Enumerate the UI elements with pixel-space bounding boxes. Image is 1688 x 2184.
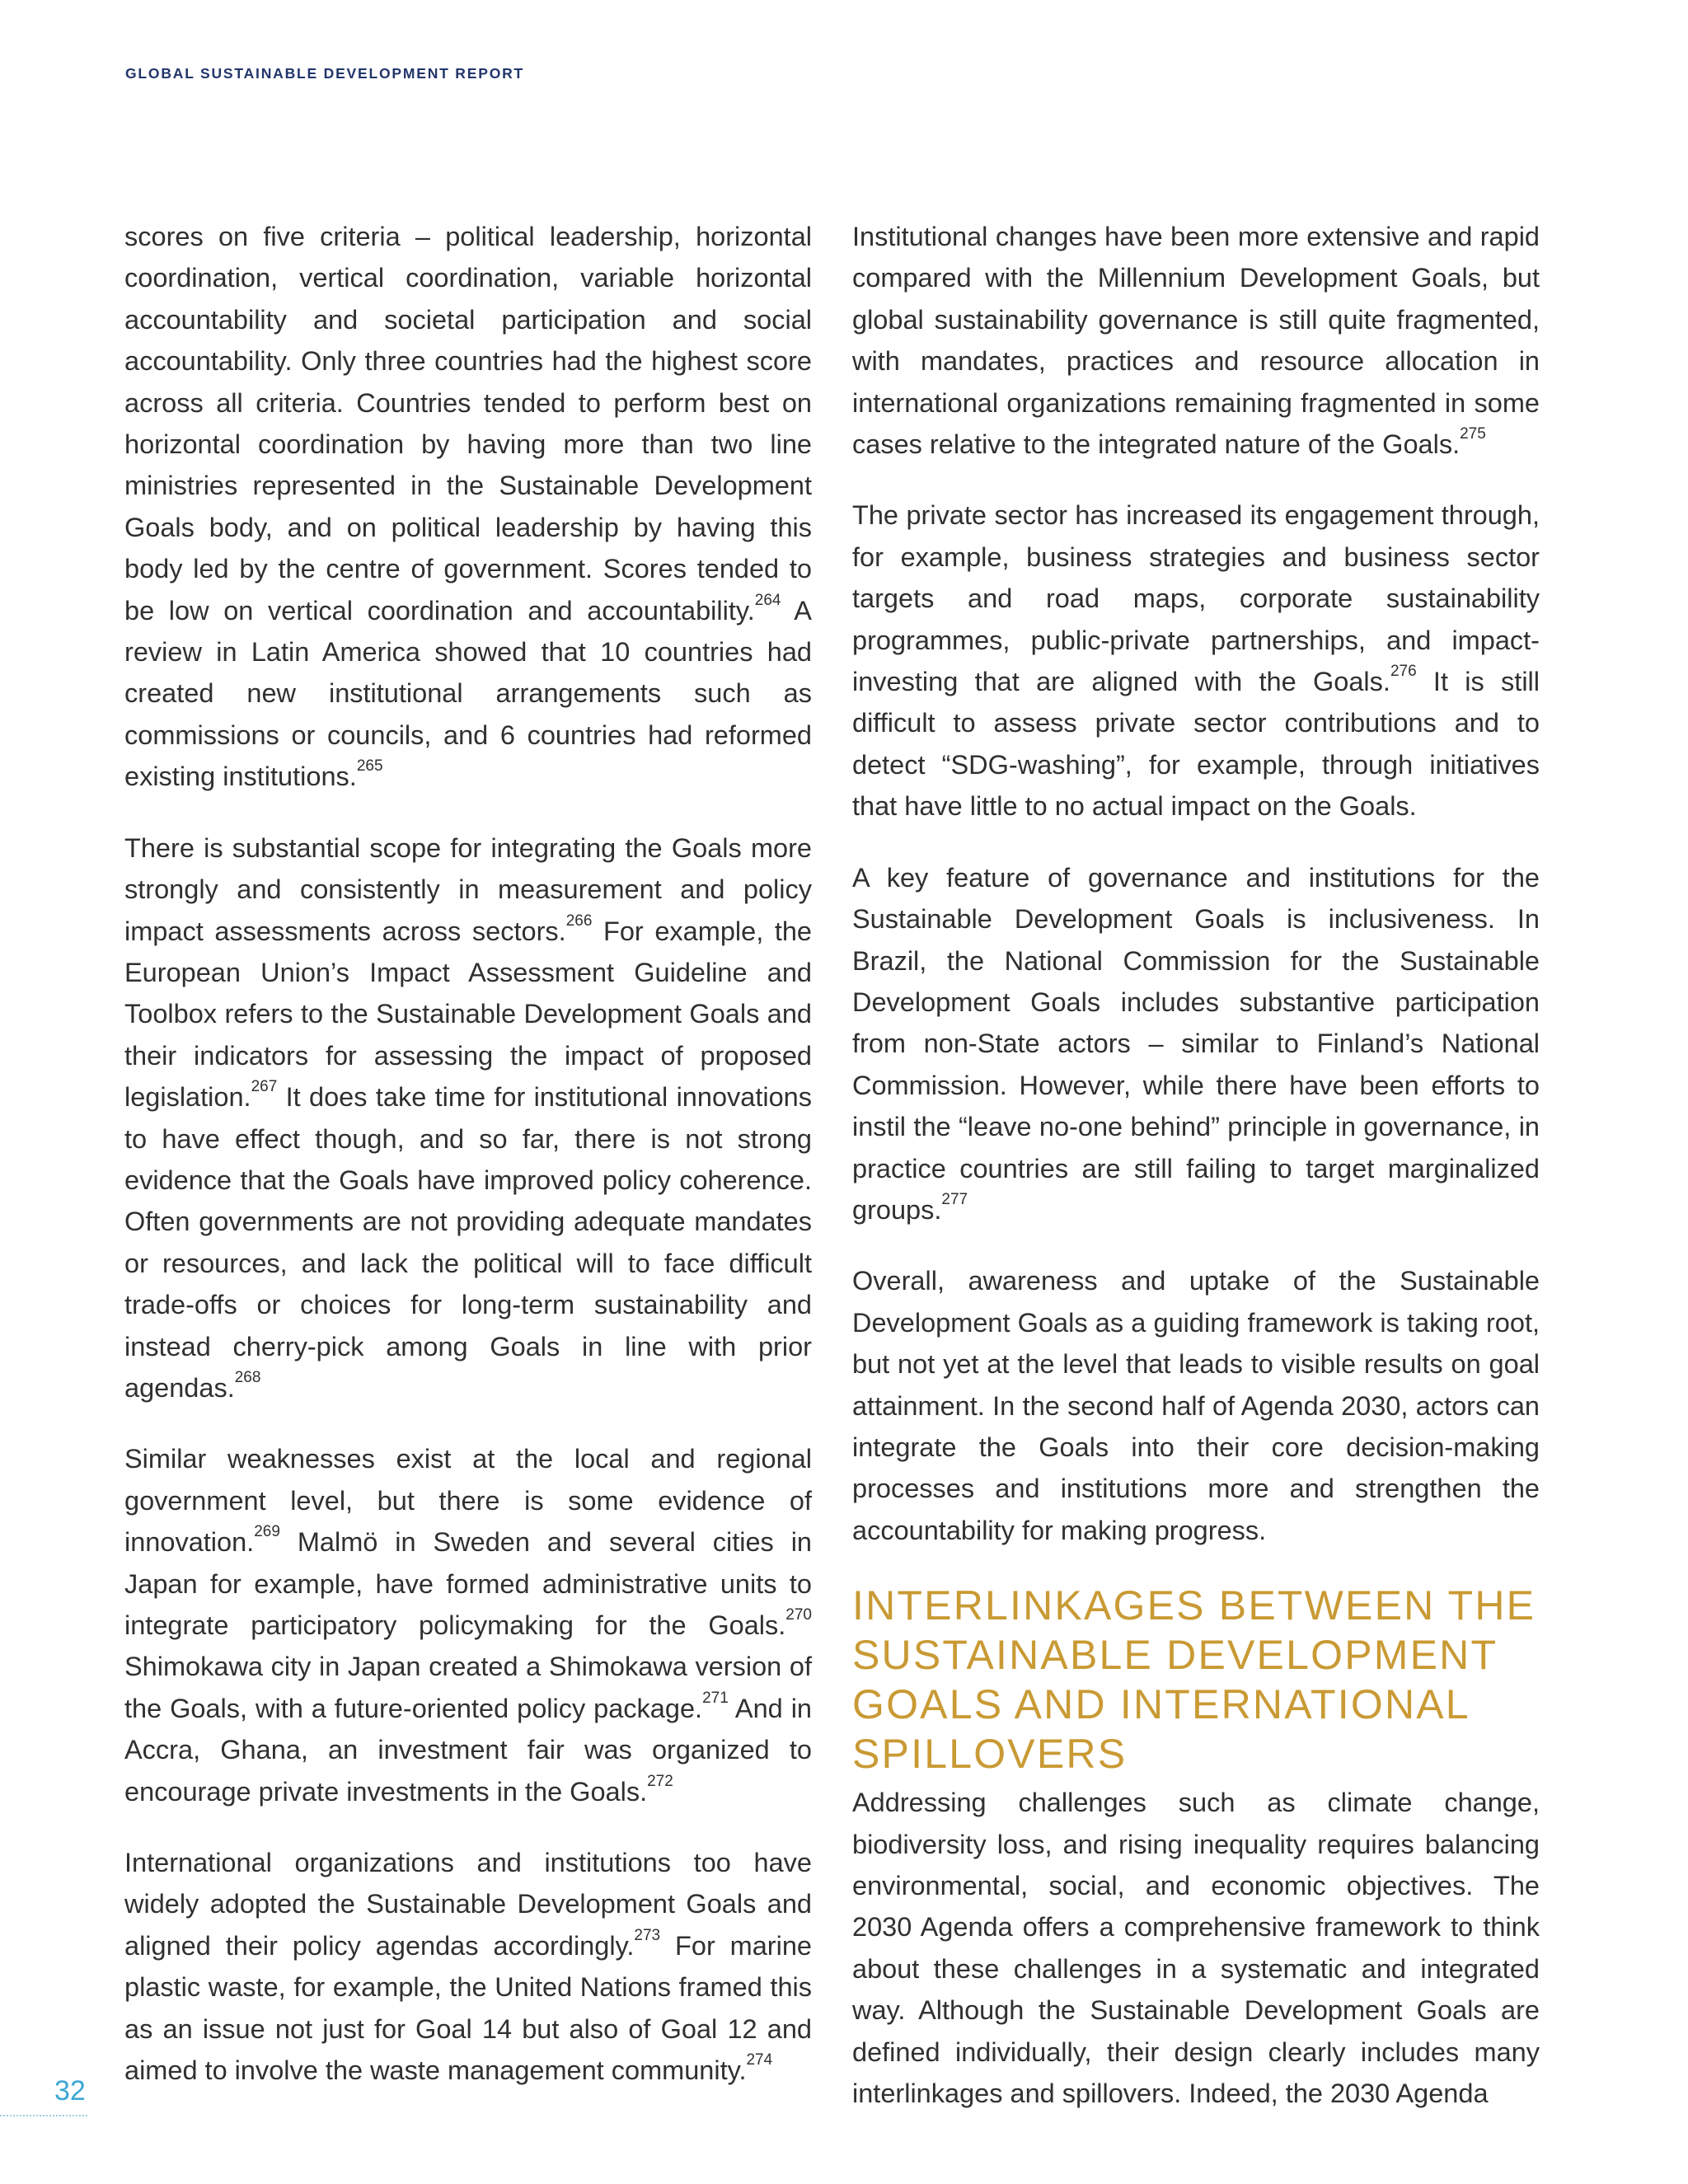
footnote-ref: 277	[941, 1190, 968, 1208]
running-header: GLOBAL SUSTAINABLE DEVELOPMENT REPORT	[125, 65, 525, 82]
right-column	[852, 216, 1540, 2144]
footnote-ref: 273	[634, 1926, 661, 1944]
paragraph: Similar weaknesses exist at the local and regional government level, but there is some evidence of innovation.$^{269}$ Malmö in Sweden and several cities in Japan for example, have formed administrative units to integrate participatory policymaking for the Goals.$^{270}$ Shimokawa city in Japan created a Shimokawa version of the Goals, with a future-oriented policy package.$^{271}$ And in Accra, Ghana, an investment fair was organized to encourage private investments in the Goals.$^{272}$	[124, 1444, 812, 1807]
footnote-ref: 265	[356, 757, 383, 776]
section-heading: INTERLINKAGES BETWEEN THE SUSTAINABLE DEVELOPMENT GOALS AND INTERNATIONAL SPILLOVERS	[852, 1582, 1536, 1778]
footnote-ref: 272	[647, 1772, 673, 1790]
footnote-ref: 271	[702, 1689, 729, 1707]
paragraph: International organizations and institutions too have widely adopted the Sustainable Development Goals and aligned their policy agendas accordingly.$^{273}$ For marine plastic waste, for example, the United Nations framed this as an issue not just for Goal 14 but also of Goal 12 and aimed to involve the waste management community.$^{274}$	[124, 1848, 813, 2086]
footnote-ref: 275	[1460, 424, 1486, 443]
paragraph: The private sector has increased its engagement through, for example, business strategies and business sector targets and road maps, corporate sustainability programmes, public-private partnerships, and impact-investing that are aligned with the Goals.$^{276}$ It is still difficult to assess private sector contributions and to detect “SDG-washing”, for example, through initiatives that have little to no actual impact on the Goals.	[852, 500, 1540, 822]
footnote-ref: 276	[1390, 663, 1417, 681]
footnote-ref: 267	[251, 1078, 278, 1096]
paragraph: Addressing challenges such as climate change, biodiversity loss, and rising inequality requires balancing environmental, social, and economic objectives. The 2030 Agenda offers a comprehensive framework to think about these challenges in a systematic and integrated way. Although the Sustainable Development Goals are defined individually, their design clearly includes many interlinkages and spillovers. Indeed, the 2030 Agenda	[852, 1788, 1540, 2109]
footnote-ref: 269	[254, 1523, 280, 1541]
footnote-ref: 274	[746, 2051, 773, 2069]
footnote-ref: 266	[565, 912, 593, 930]
paragraph: Institutional changes have been more extensive and rapid compared with the Millennium Development Goals, but global sustainability governance is still quite fragmented, with mandates, practices and resource allocation in international organizations remaining fragmented in some cases relative to the integrated nature of the Goals.$^{275}$	[852, 222, 1540, 460]
footer-divider	[0, 2115, 87, 2116]
footnote-ref: 268	[234, 1368, 261, 1386]
footnote-ref: 264	[754, 591, 781, 609]
paragraph: scores on five criteria – political leadership, horizontal coordination, vertical coordination, variable horizontal accountability and societal participation and social accountability. Only three countries had the highest score across all criteria. Countries tended to perform best on horizontal coordination by having more than two line ministries represented in the Sustainable Development Goals body, and on political leadership by having this body led by the centre of government. Scores tended to be low on vertical coordination and accountability.$^{264}$ A review in Latin America showed that 10 countries had created new institutional arrangements such as commissions or councils, and 6 countries had reformed existing institutions.$^{265}$	[124, 222, 812, 792]
paragraph: Overall, awareness and uptake of the Sustainable Development Goals as a guiding framework is taking root, but not yet at the level that leads to visible results on goal attainment. In the second half of Agenda 2030, actors can integrate the Goals into their core decision-making processes and institutions more and strengthen the accountability for making progress.	[852, 1266, 1540, 1545]
left-column	[124, 216, 812, 2121]
footnote-ref: 270	[785, 1605, 812, 1624]
paragraph: There is substantial scope for integrating the Goals more strongly and consistently in measurement and policy impact assessments across sectors.$^{266}$ For example, the European Union’s Impact Assessment Guideline and Toolbox refers to the Sustainable Development Goals and their indicators for assessing the impact of proposed legislation.$^{267}$ It does take time for institutional innovations to have effect though, and so far, there is not strong evidence that the Goals have improved policy coherence. Often governments are not providing adequate mandates or resources, and lack the political will to face difficult trade-offs or choices for long-term sustainability and instead cherry-pick among Goals in line with prior agendas.$^{268}$	[124, 832, 813, 1403]
paragraph: A key feature of governance and institutions for the Sustainable Development Goals is inclusiveness. In Brazil, the National Commission for the Sustainable Development Goals includes substantive participation from non-State actors – similar to Finland’s National Commission. However, while there have been efforts to instil the “leave no-one behind” principle in governance, in practice countries are still failing to target marginalized groups.$^{277}$	[852, 862, 1540, 1225]
page-number: 32	[54, 2075, 86, 2107]
